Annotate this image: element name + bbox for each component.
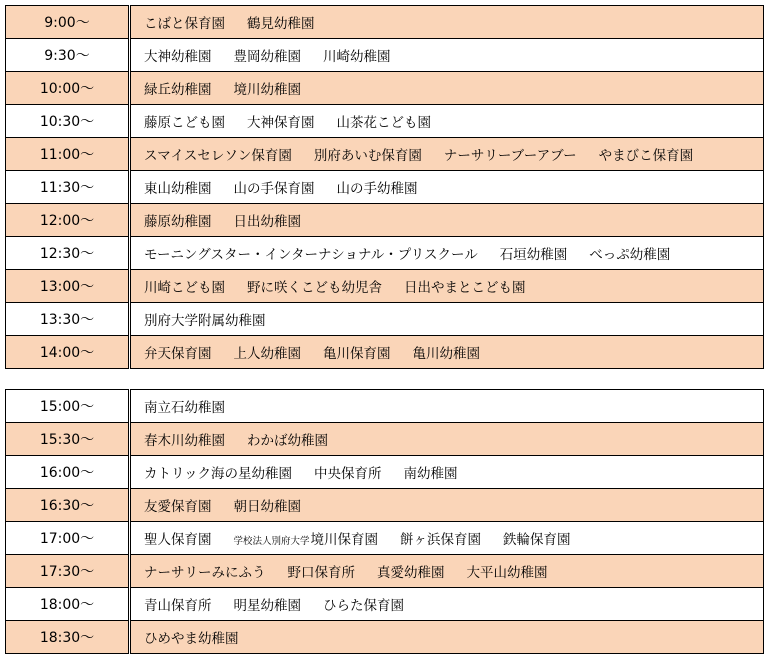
- time-cell: 13:30～: [6, 303, 130, 336]
- time-cell: 15:30～: [6, 423, 130, 456]
- school-name: 弁天保育園: [144, 346, 212, 362]
- school-name: 緑丘幼稚園: [144, 82, 212, 98]
- names-cell: [130, 39, 764, 72]
- school-name: カトリック海の星幼稚園: [144, 466, 292, 482]
- school-name: ひめやま幼稚園: [144, 631, 239, 647]
- school-name: 中央保育所: [313, 466, 382, 482]
- school-name: 別府あいむ保育園: [313, 148, 422, 164]
- time-cell: 15:00～: [6, 390, 130, 423]
- school-name: ひらた保育園: [323, 598, 404, 614]
- school-name: 野口保育所: [287, 565, 355, 581]
- schedule-row: [6, 105, 764, 138]
- names-cell: [130, 621, 764, 654]
- schedule-row: [6, 456, 764, 489]
- time-cell: 18:00～: [6, 588, 130, 621]
- school-name: 青山保育所: [144, 598, 212, 614]
- time-cell: 16:30～: [6, 489, 130, 522]
- schedule-row: [6, 39, 764, 72]
- school-name: 鉄輪保育園: [503, 532, 571, 548]
- time-cell: 17:30～: [6, 555, 130, 588]
- schedule-row: [6, 204, 764, 237]
- time-cell: 11:30～: [6, 171, 130, 204]
- schedule-row: [6, 489, 764, 522]
- schedule-row: [6, 390, 764, 423]
- schedule-row: [6, 270, 764, 303]
- school-name: 山の手保育園: [233, 181, 315, 197]
- school-name: 学校法人別府大学: [233, 536, 310, 547]
- names-cell: [130, 6, 764, 39]
- time-cell: 10:30～: [6, 105, 130, 138]
- school-name: 朝日幼稚園: [233, 499, 301, 515]
- school-name: 南幼稚園: [403, 466, 458, 482]
- schedule-row: [6, 72, 764, 105]
- names-cell: [130, 522, 764, 555]
- school-name: スマイスセレソン保育園: [144, 148, 292, 164]
- school-name: 藤原幼稚園: [144, 214, 212, 230]
- school-name: 南立石幼稚園: [144, 400, 225, 416]
- names-cell: [130, 303, 764, 336]
- time-cell: 16:00～: [6, 456, 130, 489]
- school-name: 聖人保育園: [144, 532, 212, 548]
- school-name: 春木川幼稚園: [144, 433, 225, 449]
- school-name: 川崎幼稚園: [323, 49, 391, 65]
- schedule-row: [6, 6, 764, 39]
- names-cell: [130, 489, 764, 522]
- school-name: べっぷ幼稚園: [589, 247, 671, 263]
- school-name: わかば幼稚園: [247, 433, 328, 449]
- school-name: 上人幼稚園: [233, 346, 301, 362]
- time-cell: 18:30～: [6, 621, 130, 654]
- names-cell: [130, 588, 764, 621]
- schedule-row: [6, 171, 764, 204]
- schedule-table-morning: [5, 5, 764, 369]
- school-name: 野に咲くこども幼児舎: [247, 280, 382, 296]
- school-name: 別府大学附属幼稚園: [144, 313, 266, 329]
- names-cell: [130, 105, 764, 138]
- time-cell: 10:00～: [6, 72, 130, 105]
- names-cell: [130, 456, 764, 489]
- school-name: 豊岡幼稚園: [233, 49, 301, 65]
- names-cell: [130, 138, 764, 171]
- schedule-row: [6, 138, 764, 171]
- school-name: ナーサリーブーアブー: [443, 148, 577, 164]
- school-name: 亀川幼稚園: [412, 346, 480, 362]
- names-cell: [130, 336, 764, 369]
- school-name: 大神保育園: [247, 115, 315, 131]
- school-name: 川崎こども園: [144, 280, 225, 296]
- schedule-row: [6, 555, 764, 588]
- school-name: 山茶花こども園: [336, 115, 431, 131]
- school-name: こばと保育園: [144, 16, 225, 32]
- school-name: 日出幼稚園: [233, 214, 301, 230]
- names-cell: [130, 72, 764, 105]
- school-name: 真愛幼稚園: [377, 565, 445, 581]
- school-name: 明星幼稚園: [233, 598, 301, 614]
- school-name: 東山幼稚園: [144, 181, 212, 197]
- school-name: 亀川保育園: [323, 346, 391, 362]
- school-name: 藤原こども園: [144, 115, 225, 131]
- names-cell: [130, 270, 764, 303]
- names-cell: [130, 204, 764, 237]
- time-cell: 14:00～: [6, 336, 130, 369]
- schedule-row: [6, 336, 764, 369]
- schedule-row: [6, 237, 764, 270]
- names-cell: [130, 555, 764, 588]
- schedule-row: [6, 303, 764, 336]
- schedule-row: [6, 423, 764, 456]
- time-cell: 11:00～: [6, 138, 130, 171]
- schedule-row: [6, 621, 764, 654]
- time-cell: 12:00～: [6, 204, 130, 237]
- school-name: やまびこ保育園: [598, 148, 694, 164]
- school-name: 石垣幼稚園: [499, 247, 568, 263]
- names-cell: [130, 237, 764, 270]
- schedule-table-afternoon: [5, 389, 764, 654]
- time-cell: 12:30～: [6, 237, 130, 270]
- time-cell: 9:00～: [6, 6, 130, 39]
- time-cell: 9:30～: [6, 39, 130, 72]
- school-name: 大平山幼稚園: [466, 565, 548, 581]
- school-name: 大神幼稚園: [144, 49, 212, 65]
- school-name: 境川幼稚園: [233, 82, 301, 98]
- school-name: 日出やまとこども園: [404, 280, 526, 296]
- school-name: 餅ヶ浜保育園: [400, 532, 482, 548]
- school-name: 境川保育園: [310, 532, 379, 548]
- time-cell: 17:00～: [6, 522, 130, 555]
- school-name: 友愛保育園: [144, 499, 212, 515]
- time-cell: 13:00～: [6, 270, 130, 303]
- names-cell: [130, 390, 764, 423]
- schedule-row: [6, 588, 764, 621]
- names-cell: [130, 423, 764, 456]
- school-name: 山の手幼稚園: [336, 181, 418, 197]
- school-name: 鶴見幼稚園: [247, 16, 315, 32]
- names-cell: [130, 171, 764, 204]
- schedule-row: [6, 522, 764, 555]
- school-name: モーニングスター・インターナショナル・プリスクール: [144, 247, 478, 263]
- school-name: ナーサリーみにふう: [144, 565, 266, 581]
